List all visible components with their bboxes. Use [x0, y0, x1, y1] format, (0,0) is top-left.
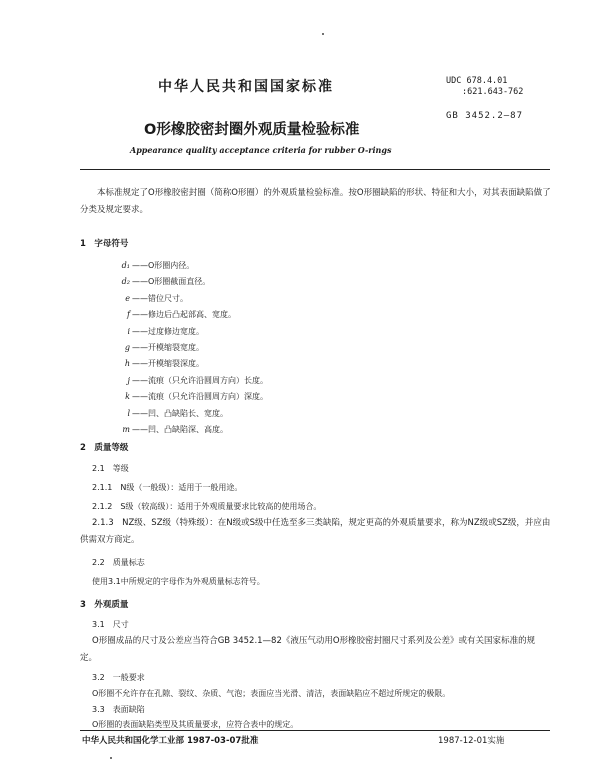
- clause-2-2-text: 使用3.1中所规定的字母作为外观质量标志符号。: [92, 577, 265, 586]
- symbol-row: j ——流痕（只允许沿圆周方向）长度。: [127, 375, 268, 385]
- clause-2-1-1: 2.1.1 N级（一般级）：适用于一般用途。: [92, 483, 243, 492]
- national-standard-title: 中华人民共和国国家标准: [158, 79, 334, 95]
- symbol-row: i ——过度修边宽度。: [127, 326, 204, 336]
- symbol-row: d₂ ——O形圈截面直径。: [121, 277, 211, 287]
- clause-3-1: 3.1 尺寸: [92, 620, 129, 629]
- symbol-row: m ——凹、凸缺陷深、高度。: [122, 424, 228, 434]
- intro-text: 本标准规定了O形橡胶密封圈（简称O形圈）的外观质量检验标准。按O形圈缺陷的形状、特征和大小，对其表面缺陷做了分类及规定要求。: [80, 188, 551, 215]
- clause-3-1-block: [80, 633, 552, 667]
- effective-date: 1987-12-01实施: [438, 736, 505, 746]
- clause-2-1-3-block: [80, 515, 552, 549]
- symbol-list: [100, 258, 268, 438]
- clause-3-3-text: O形圈的表面缺陷类型及其质量要求，应符合表中的规定。: [92, 720, 299, 729]
- symbol-row: l ——凹、凸缺陷长、宽度。: [127, 408, 228, 418]
- clause-2-1-2: 2.1.2 S级（较高级）：适用于外观质量要求比较高的使用场合。: [92, 502, 322, 511]
- scan-speck: [110, 757, 112, 759]
- approval-line: 中华人民共和国化学工业部 1987-03-07批准: [82, 736, 259, 746]
- udc-line-2: :621.643-762: [462, 87, 524, 97]
- clause-3-2-text: O形圈不允许存在孔隙、裂纹、杂质、气泡；表面应当光滑、清洁，表面缺陷应不超过所规定的极限。: [92, 689, 451, 698]
- clause-2-2: 2.2 质量标志: [92, 558, 145, 567]
- document-title-english: Appearance quality acceptance criteria for rubber O-rings: [130, 145, 392, 155]
- clause-2-1: 2.1 等级: [92, 464, 129, 473]
- section-1-heading: 1 字母符号: [80, 239, 129, 249]
- document-title: O形橡胶密封圈外观质量检验标准: [144, 122, 360, 138]
- clause-3-2: 3.2 一般要求: [92, 673, 145, 682]
- symbol-row: h ——开模缩裂深度。: [124, 359, 204, 369]
- symbol-row: d₁ ——O形圈内径。: [121, 261, 195, 270]
- scan-speck: [322, 33, 324, 35]
- symbol-row: g ——开模缩裂宽度。: [124, 342, 204, 352]
- symbol-row: f ——修边后凸起部高、宽度。: [127, 310, 236, 320]
- clause-3-1-text: O形圈成品的尺寸及公差应当符合GB 3452.1—82《液压气动用O形橡胶密封圈尺寸系列及公差》或有关国家标准的规定。: [80, 636, 536, 663]
- symbol-row: e ——错位尺寸。: [125, 293, 188, 303]
- udc-code: [446, 76, 523, 98]
- udc-line-1: UDC 678.4.01: [446, 76, 508, 86]
- clause-3-3: 3.3 表面缺陷: [92, 705, 145, 714]
- header-rule: [80, 169, 550, 170]
- symbol-row: k ——流痕（只允许沿圆周方向）深度。: [125, 392, 268, 402]
- footer-rule: [80, 730, 550, 731]
- section-2-heading: 2 质量等级: [80, 443, 129, 453]
- gb-number: GB 3452.2—87: [446, 111, 524, 121]
- clause-2-1-3: 2.1.3 NZ级、SZ级（特殊级）：在N级或S级中任选至多三类缺陷，规定更高的外观质量要求，称为NZ级或SZ级，并应由供需双方商定。: [80, 518, 551, 545]
- intro-paragraph: [80, 185, 552, 219]
- section-3-heading: 3 外观质量: [80, 600, 129, 610]
